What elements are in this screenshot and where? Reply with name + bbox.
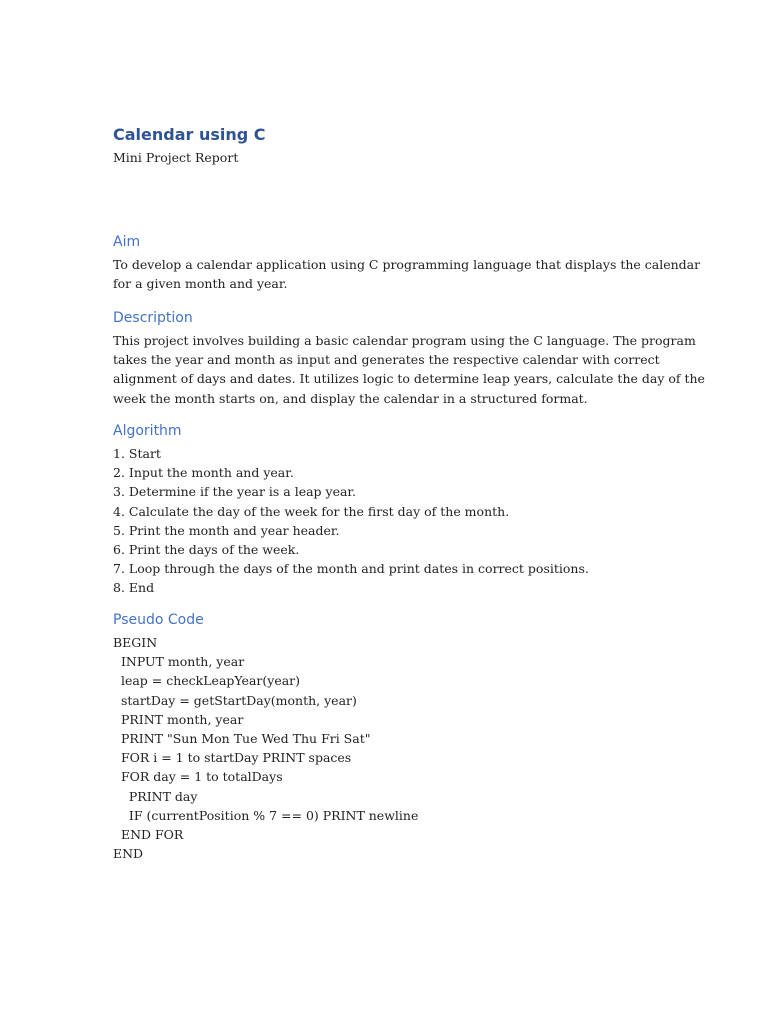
description-heading: Description [113,310,193,326]
pseudocode-section [113,610,673,863]
pseudocode-heading: Pseudo Code [113,612,204,628]
document-subtitle: Mini Project Report [113,150,239,165]
description-section [113,308,705,408]
pseudocode-line: leap = checkLeapYear(year) [113,673,301,689]
algorithm-step: 4. Calculate the day of the week for the first day of the month. [113,503,510,519]
description-text-line: takes the year and month as input and generates the respective calendar with correct [113,352,660,368]
algorithm-step: 1. Start [113,446,161,461]
algorithm-step: 3. Determine if the year is a leap year. [113,484,357,500]
pseudocode-line: FOR day = 1 to totalDays [113,769,283,785]
aim-text-line: for a given month and year. [113,276,288,292]
aim-section [113,232,701,293]
description-text-line: alignment of days and dates. It utilizes logic to determine leap years, calculate the day of the [113,371,705,387]
algorithm-step: 5. Print the month and year header. [113,522,340,538]
pseudocode-line: BEGIN [113,635,158,650]
algorithm-heading: Algorithm [113,423,182,439]
algorithm-step: 2. Input the month and year. [113,465,294,481]
pseudocode-line: INPUT month, year [113,654,245,670]
pseudocode-line: startDay = getStartDay(month, year) [113,692,357,708]
pseudocode-line: IF (currentPosition % 7 == 0) PRINT newline [113,807,419,823]
algorithm-step: 8. End [113,580,155,596]
pseudocode-line: FOR i = 1 to startDay PRINT spaces [113,750,352,766]
aim-heading: Aim [113,234,141,250]
description-text-line: This project involves building a basic calendar program using the C language. The program [113,333,696,348]
pseudocode-line: PRINT "Sun Mon Tue Wed Thu Fri Sat" [113,731,371,747]
pseudocode-line: PRINT month, year [113,711,244,727]
aim-text-line: To develop a calendar application using C programming language that displays the calendar [113,257,701,272]
pseudocode-line: PRINT day [113,788,198,804]
description-text-line: week the month starts on, and display the calendar in a structured format. [113,390,588,406]
pseudocode-line: END FOR [113,827,184,843]
algorithm-section [113,421,673,598]
document-title: Calendar using C [113,125,266,144]
algorithm-step: 7. Loop through the days of the month and print dates in correct positions. [113,561,589,577]
algorithm-step: 6. Print the days of the week. [113,542,300,558]
pseudocode-line: END [113,846,144,862]
